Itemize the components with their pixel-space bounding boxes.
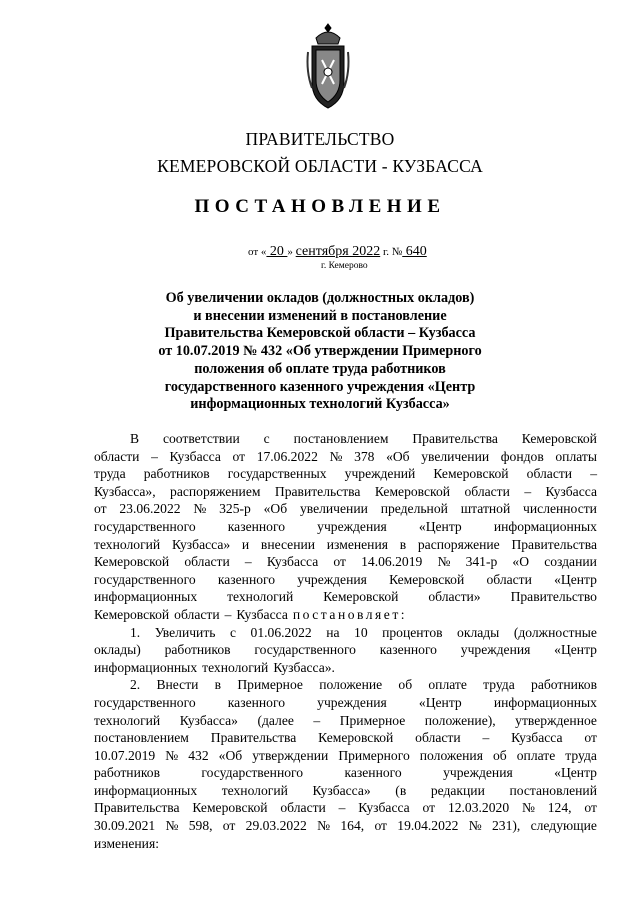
body-word: с [263,431,270,446]
body-word: государственного [94,694,196,710]
body-word: государственных [227,466,327,482]
title-line: информационных технологий Кузбасса» [190,396,450,413]
body-word: Правительство [510,589,597,605]
body-word: Кемеровской [389,571,465,587]
body-word: Кузбасса» [171,536,231,552]
body-line [94,483,597,501]
body-word: «Об [218,747,243,763]
body-word: «Центр [554,765,597,781]
body-word: технологий [227,589,294,605]
body-word: информационных [493,694,597,710]
body-word: – [224,606,232,622]
body-word: учреждений [344,466,416,482]
body-word: на [326,624,340,640]
body-line [94,694,597,712]
title-line: от 10.07.2019 № 432 «Об утверждении Примерного [158,343,482,360]
body-word: 231), [492,818,521,834]
body-word: и [241,536,250,552]
government-name-line2: КЕМЕРОВСКОЙ ОБЛАСТИ - КУЗБАССА [157,156,483,176]
body-line [94,536,597,554]
body-word: Правительства [210,730,297,746]
body-word: Кузбасса [169,448,221,464]
body-word: «Центр [554,642,597,658]
body-word: редакции [430,782,485,798]
body-line [94,518,597,536]
body-word: учреждения [317,518,387,534]
body-word: постановлением [293,431,389,446]
body-word: положение [319,677,383,693]
body-line [94,764,597,782]
body-word: внесении [260,536,316,552]
body-word: В [130,431,140,446]
body-word: № [468,818,482,834]
body-word: изменения: [94,835,159,851]
body-word: области [526,466,573,482]
body-word: – [482,730,490,746]
body-word: области [464,483,510,499]
body-word: технологий [94,712,161,728]
body-word: 14.06.2019 [361,554,423,570]
body-word: оклады [457,624,500,640]
body-word: 2. [130,677,141,693]
body-word: 29.03.2022 [245,818,307,834]
body-word: распоряжением [170,483,261,499]
body-word: 17.06.2022 [256,448,318,464]
date-from-label: от « [248,246,267,258]
body-word: (должностные [513,624,597,640]
body-word: области [415,730,461,746]
body-word: работников [143,466,210,482]
body-word: от [94,501,107,517]
body-word: – [313,712,321,728]
body-word: (в [395,782,407,798]
body-line [94,747,597,765]
body-word: № [317,818,331,834]
body-word: оплате [516,747,556,763]
body-word: Кемеровской [323,589,399,605]
body-word: Правительства [274,483,361,499]
body-word: оклады) [94,642,141,658]
body-word: от [222,818,236,834]
body-word: в [214,677,222,693]
body-word: «Центр [418,694,462,710]
body-line [94,465,597,483]
body-word: в [399,536,407,552]
body-word: 432 [188,747,209,763]
body-word: технологий [221,782,288,798]
body-word: Кемеровской [433,466,509,482]
body-word: Кемеровской [192,800,268,816]
body-word: Увеличить [154,624,216,640]
title-line: положения об оплате труда работников [194,360,446,377]
body-line [94,588,597,606]
body-word: государственного [94,518,196,534]
body-word: учреждения [297,571,367,587]
body-word: увеличении [299,501,368,517]
body-word: информационных [493,518,597,534]
body-word: процентов [382,624,443,640]
body-word: (далее [257,712,294,728]
body-word: распоряжение [417,536,500,552]
body-word: – [338,800,346,816]
body-word: 1. [130,624,141,640]
body-word: 12.03.2020 [447,800,510,816]
date-day: 20 [266,244,288,259]
body-word: Кузбасса» [179,712,238,728]
body-word: Примерное [237,677,303,693]
body-word: 23.06.2022 [119,501,181,517]
body-line [94,553,597,571]
body-word: от [584,800,597,816]
body-word: фондов [500,448,544,464]
body-word: Кузбасса [236,606,288,622]
body-word: с [229,624,237,640]
body-word: № [329,448,343,464]
body-word: области [174,606,220,622]
body-word: учреждения [460,642,531,658]
body-word: положения [419,747,483,763]
body-word: Кемеровской [318,730,394,746]
body-word: Кузбасса [545,483,597,499]
body-word: учреждения [317,694,387,710]
body-word: «Об [263,501,288,517]
body-line [94,799,597,817]
body-word: Кемеровской [374,483,451,499]
body-word: государственного [254,642,356,658]
body-word: государственного [94,571,196,587]
body-word: 598, [188,818,213,834]
date-number-line [248,244,427,260]
body-word: – [151,448,158,464]
title-line: Правительства Кемеровской области – Кузбасса [164,325,476,342]
body-line [94,729,597,747]
body-word: Кемеровской [94,606,170,622]
body-word: утверждении [252,747,329,763]
body-word: области [184,554,230,570]
body-line [94,817,597,835]
body-word: от [232,448,246,464]
title-line: Об увеличении окладов (должностных окладов) [165,290,475,306]
body-word: следующие [530,818,597,834]
body-word: Кузбасса» [312,782,371,798]
body-word: области» [428,589,481,605]
body-word: № [521,800,535,816]
body-word: утвержденное [515,712,597,728]
body-line [94,624,597,642]
body-word: № [193,501,207,517]
title-line: и внесении изменений в постановление [193,307,447,324]
government-name-line1: ПРАВИТЕЛЬСТВО [245,129,395,149]
body-line [94,712,597,730]
body-word: Правительства [412,431,498,446]
body-word: от [422,800,436,816]
body-line [94,676,597,694]
body-word: 164, [340,818,365,834]
body-word: труда [483,677,515,693]
body-line [94,835,597,853]
date-year-suffix: г. [380,246,389,258]
body-word: Кемеровской [521,431,597,446]
body-line [94,500,597,518]
body-word: от [374,818,387,834]
body-line [94,641,597,659]
body-word: 341-р [465,554,498,570]
body-word: 325-р [219,501,251,517]
body-word: казенного [227,694,285,710]
kuzbass-coat-of-arms-icon [304,22,352,116]
body-word: государственного [201,765,304,781]
body-word: изменения [326,536,388,552]
body-word: постановляет: [292,606,408,622]
body-word: соответствии [162,431,240,446]
body-word: постановлением [94,730,189,746]
body-word: 30.09.2021 [94,818,156,834]
body-word: информационных [94,782,198,798]
body-word: Правительства [94,800,180,816]
body-word: 01.06.2022 [250,624,312,640]
body-word: «Центр [418,518,462,534]
body-word: численности [523,501,597,517]
body-word: Примерного [338,747,410,763]
body-word: оплате [428,677,467,693]
body-word: оплаты [555,448,597,464]
body-word: № [437,554,451,570]
body-word: Кузбасса», [94,483,156,499]
body-word: технологий [94,536,161,552]
body-word: штатной [460,501,511,517]
body-word: от [584,730,597,746]
body-word: постановлений [509,782,597,798]
body-word: создании [544,554,597,570]
body-word: Кузбасса [266,554,319,570]
body-word: технологий [202,659,269,675]
body-word: – [524,483,532,499]
body-word: области [486,571,532,587]
body-word: области [280,800,326,816]
body-line [94,782,597,800]
date-quote-close: » [287,246,296,258]
body-word: об [398,677,413,693]
body-word: «Центр [554,571,597,587]
body-word: Внести [156,677,199,693]
body-word: казенного [344,765,402,781]
body-word: Кузбасса». [273,659,335,675]
body-line [94,659,597,677]
body-word: 124, [547,800,572,816]
body-word: от [333,554,346,570]
title-line: государственного казенного учреждения «Центр [164,378,476,395]
body-word: 10 [354,624,368,640]
body-word: Кемеровской [94,554,170,570]
body-word: области [94,448,140,464]
body-word: – [590,466,597,482]
body-word: № [165,818,179,834]
body-word: работников [94,765,160,781]
body-word: 10.07.2019 [94,747,156,763]
body-line [94,430,597,448]
body-word: Правительства [511,536,597,552]
body-word: казенного [227,518,285,534]
date-month-year: сентября 2022 [295,244,381,259]
document-title-block [120,290,520,414]
body-word: Кузбасса [358,800,410,816]
body-word: 19.04.2022 [397,818,459,834]
body-line [94,606,597,624]
body-word: – [244,554,252,570]
body-word: учреждения [443,765,513,781]
body-word: предельной [380,501,448,517]
body-word: работников [164,642,231,658]
body-word: положение), [424,712,496,728]
body-word: казенного [217,571,276,587]
body-word: «О [512,554,530,570]
body-line [94,448,597,466]
number-sign: № [388,246,403,258]
body-word: работников [531,677,597,693]
body-word: № [165,747,179,763]
body-word: информационных [94,659,198,675]
body-word: труда [94,466,126,482]
body-word: увеличении [421,448,490,464]
body-word: об [493,747,507,763]
document-type-title: ПОСТАНОВЛЕНИЕ [194,196,446,217]
body-word: 378 [354,448,375,464]
document-body [94,430,597,852]
body-word: Примерное [339,712,406,728]
body-word: информационных [94,589,198,605]
city-label: г. Кемерово [321,261,368,271]
document-number: 640 [402,244,427,259]
body-word: Кузбасса [511,730,563,746]
body-word: труда [565,747,597,763]
body-word: «Об [386,448,410,464]
body-word: казенного [379,642,437,658]
body-line [94,571,597,589]
